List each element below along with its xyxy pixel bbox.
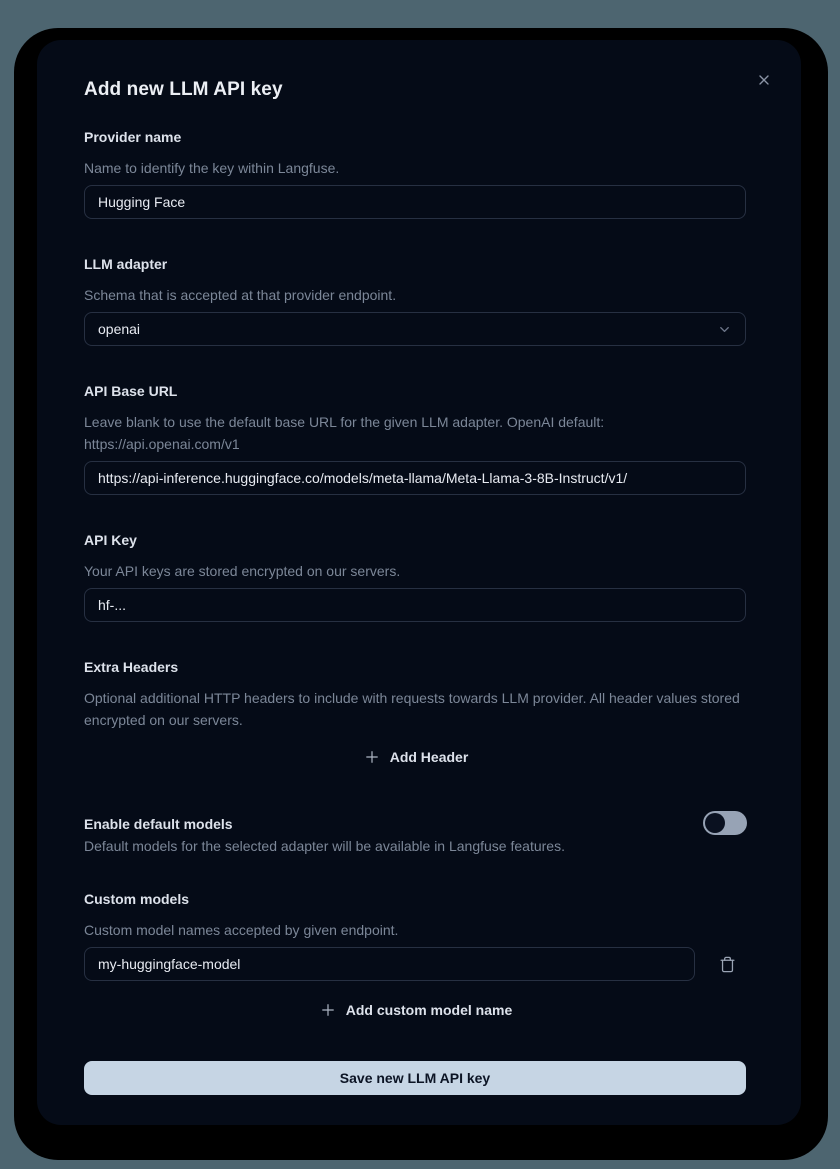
field-llm-adapter [84,253,747,346]
add-header-button[interactable] [355,744,477,770]
api-base-url-input[interactable] [84,461,746,495]
field-provider-name [84,126,747,219]
custom-models-label: Custom models [84,891,190,907]
extra-headers-label: Extra Headers [84,659,179,675]
enable-default-models-description: Default models for the selected adapter will be available in Langfuse features. [84,838,565,854]
dialog-title: Add new LLM API key [84,79,283,100]
toggle-knob [705,813,725,833]
enable-default-models-text [84,813,565,857]
field-enable-default-models [84,813,747,857]
llm-adapter-select[interactable] [84,312,746,346]
api-key-description: Your API keys are stored encrypted on our servers. [84,563,401,579]
llm-adapter-label: LLM adapter [84,256,168,272]
api-key-label: API Key [84,532,137,548]
provider-name-description: Name to identify the key within Langfuse. [84,160,340,176]
enable-default-models-toggle[interactable] [703,811,747,835]
delete-custom-model-button[interactable] [719,956,736,973]
api-key-input[interactable] [84,588,746,622]
field-api-base-url [84,380,747,495]
api-base-url-label: API Base URL [84,383,178,399]
close-icon [756,72,772,88]
extra-headers-description: Optional additional HTTP headers to include with requests towards LLM provider. All header values stored encrypted on our servers. [84,690,740,728]
plus-icon [363,748,381,766]
enable-default-models-label: Enable default models [84,816,233,832]
api-base-url-description: Leave blank to use the default base URL for the given LLM adapter. OpenAI default: https://api.openai.com/v1 [84,414,605,452]
field-custom-models [84,888,747,1023]
field-api-key [84,529,747,622]
add-custom-model-button[interactable] [311,997,520,1023]
add-llm-api-key-dialog [37,40,801,1125]
add-header-label: Add Header [389,749,469,765]
trash-icon [719,956,736,973]
provider-name-label: Provider name [84,129,182,145]
chevron-down-icon [717,322,732,337]
custom-model-row [84,947,747,981]
llm-adapter-description: Schema that is accepted at that provider endpoint. [84,287,397,303]
llm-adapter-selected-value: openai [98,321,141,337]
save-button[interactable]: Save new LLM API key [84,1061,746,1095]
custom-model-input[interactable] [84,947,695,981]
close-button[interactable] [754,70,774,90]
plus-icon [319,1001,337,1019]
field-extra-headers [84,656,747,770]
add-custom-model-label: Add custom model name [345,1002,513,1018]
provider-name-input[interactable] [84,185,746,219]
custom-models-description: Custom model names accepted by given endpoint. [84,922,399,938]
